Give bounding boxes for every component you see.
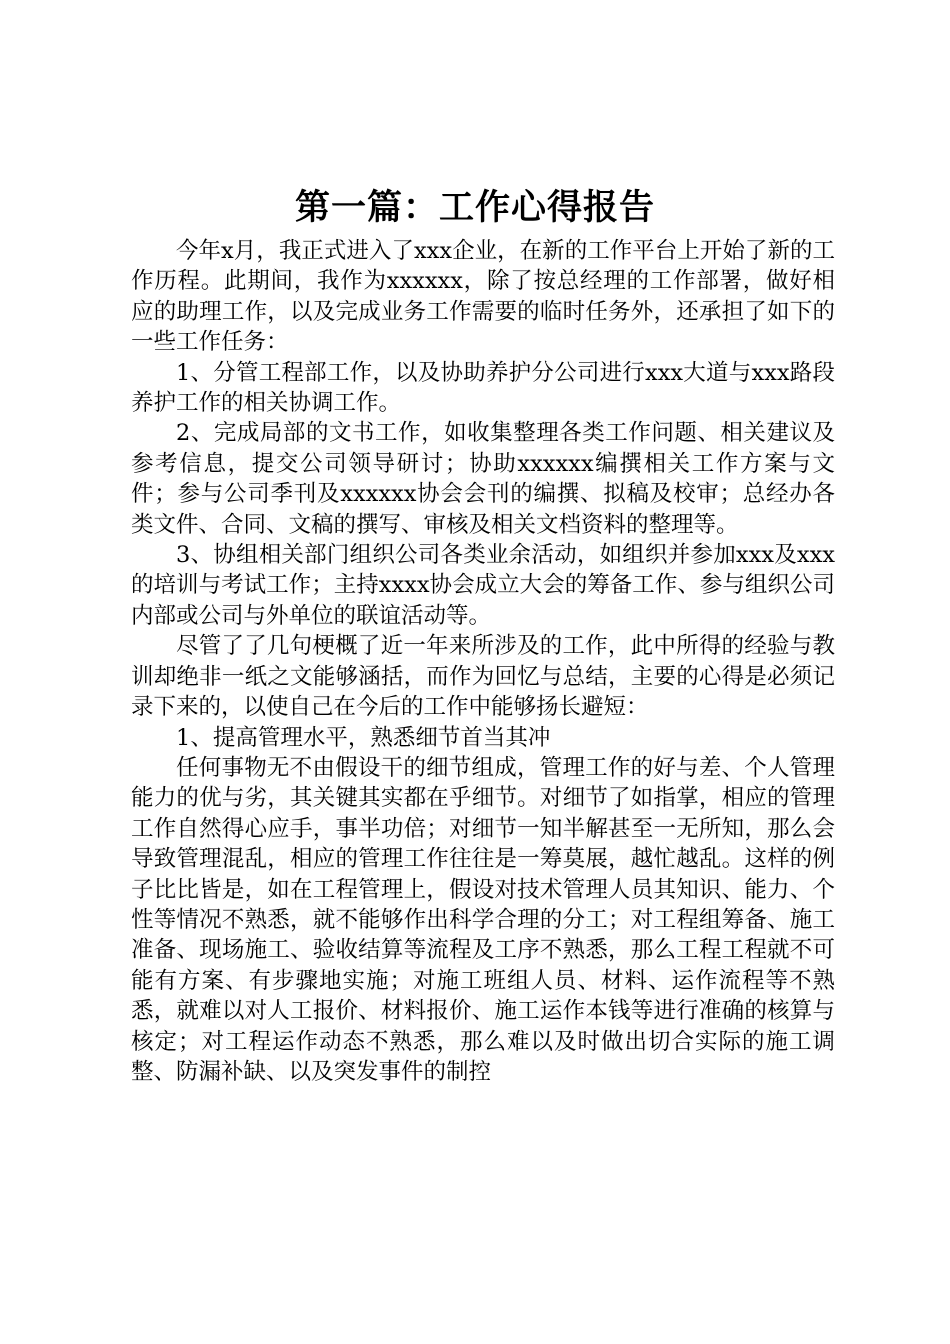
document-body — [131, 236, 835, 1087]
paragraph-details: 任何事物无不由假设干的细节组成，管理工作的好与差、个人管理能力的优与劣，其关键其实都在乎细节。对细节了如指掌，相应的管理工作自然得心应手，事半功倍；对细节一知半解甚至一无所知，那么会导致管理混乱，相应的管理工作往往是一筹莫展，越忙越乱。这样的例子比比皆是，如在工程管理上，假设对技术管理人员其知识、能力、个性等情况不熟悉，就不能够作出科学合理的分工；对工程组筹备、施工准备、现场施工、验收结算等流程及工序不熟悉，那么工程工程就不可能有方案、有步骤地实施；对施工班组人员、材料、运作流程等不熟悉，就难以对人工报价、材料报价、施工运作本钱等进行准确的核算与核定；对工程运作动态不熟悉，那么难以及时做出切合实际的施工调整、防漏补缺、以及突发事件的制控 — [131, 754, 835, 1085]
paragraph-intro: 今年x月，我正式进入了xxx企业，在新的工作平台上开始了新的工作历程。此期间，我作为xxxxxx，除了按总经理的工作部署，做好相应的助理工作，以及完成业务工作需要的临时任务外，还承担了如下的一些工作任务： — [131, 238, 835, 356]
paragraph-item-1: 1、分管工程部工作，以及协助养护分公司进行xxx大道与xxx路段养护工作的相关协调工作。 — [131, 359, 835, 417]
paragraph-item-3: 3、协组相关部门组织公司各类业余活动，如组织并参加xxx及xxx的培训与考试工作；主持xxxx协会成立大会的筹备工作、参与组织公司内部或公司与外单位的联谊活动等。 — [131, 542, 835, 629]
paragraph-summary: 尽管了了几句梗概了近一年来所涉及的工作，此中所得的经验与教训却绝非一纸之文能够涵括，而作为回忆与总结，主要的心得是必须记录下来的，以使自己在今后的工作中能够扬长避短： — [131, 633, 835, 721]
section-heading-1: 1、提高管理水平，熟悉细节首当其冲 — [176, 724, 551, 751]
paragraph-item-2: 2、完成局部的文书工作，如收集整理各类工作问题、相关建议及参考信息，提交公司领导研讨；协助xxxxxx编撰相关工作方案与文件；参与公司季刊及xxxxxx协会会刊的编撰、拟稿及校审；总经办各类文件、合同、文稿的撰写、审核及相关文档资料的整理等。 — [131, 420, 835, 538]
document-title: 第一篇：工作心得报告 — [294, 187, 655, 228]
